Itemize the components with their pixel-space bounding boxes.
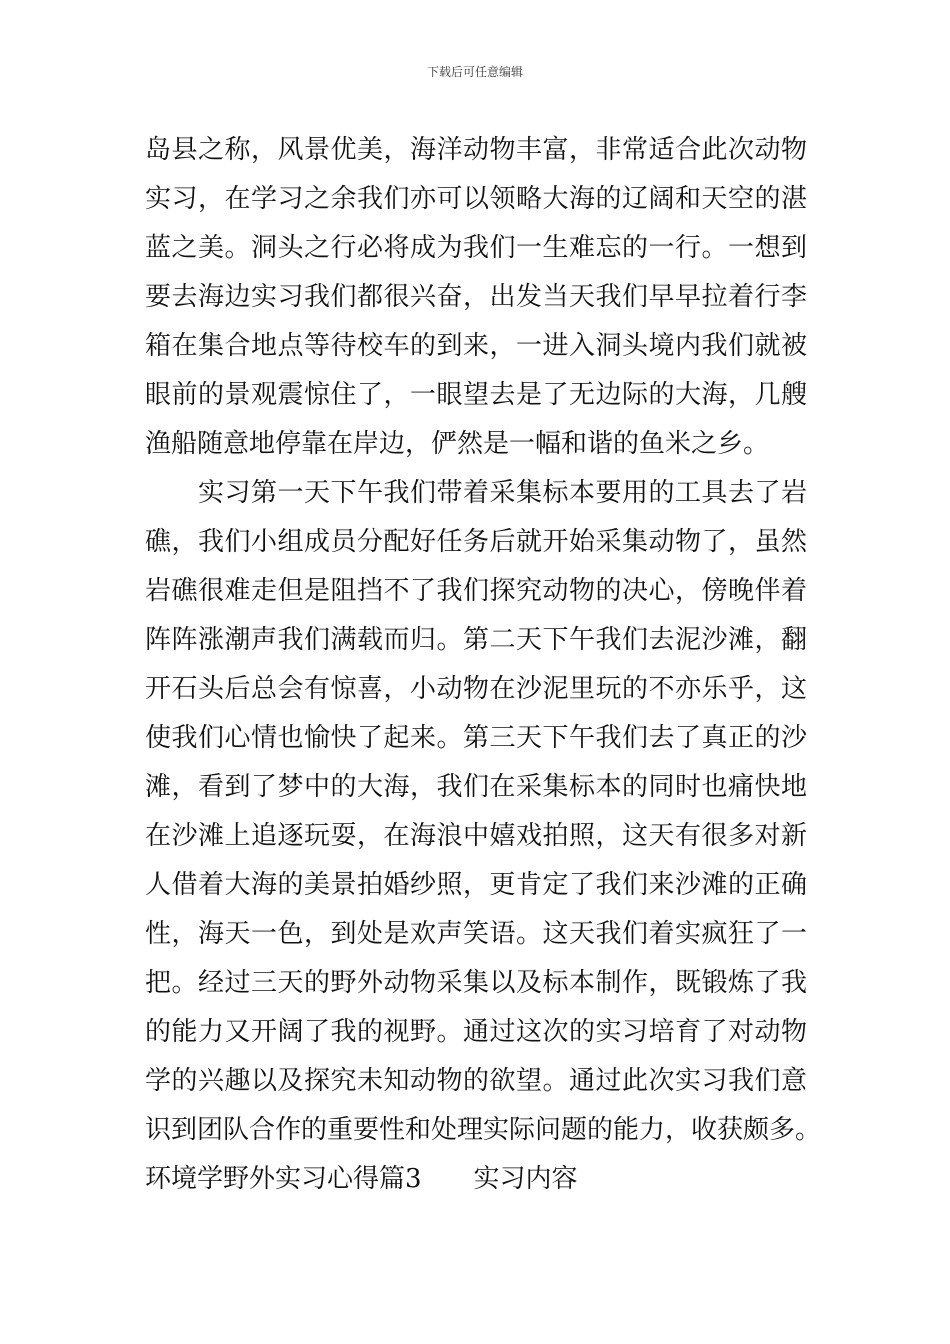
paragraph-1 — [145, 126, 807, 469]
text-line: 学的兴趣以及探究未知动物的欲望。通过此次实习我们意 — [145, 1066, 807, 1096]
text-line: 使我们心情也愉快了起来。第三天下午我们去了真正的沙 — [145, 723, 807, 753]
text-line: 阵阵涨潮声我们满载而归。第二天下午我们去泥沙滩，翻 — [145, 625, 807, 655]
text-line: 要去海边实习我们都很兴奋，出发当天我们早早拉着行李 — [145, 282, 807, 312]
text-line: 实习，在学习之余我们亦可以领略大海的辽阔和天空的湛 — [145, 184, 807, 214]
text-line: 滩，看到了梦中的大海，我们在采集标本的同时也痛快地 — [145, 772, 807, 802]
document-body — [145, 126, 822, 1204]
section-heading — [145, 1155, 807, 1204]
text-line: 岛县之称，风景优美，海洋动物丰富，非常适合此次动物 — [145, 135, 807, 165]
text-line: 人借着大海的美景拍婚纱照，更肯定了我们来沙滩的正确 — [145, 870, 807, 900]
text-line: 识到团队合作的重要性和处理实际问题的能力，收获颇多。 — [145, 1115, 822, 1145]
text-line: 把。经过三天的野外动物采集以及标本制作，既锻炼了我 — [145, 968, 807, 998]
text-line: 礁，我们小组成员分配好任务后就开始采集动物了，虽然 — [145, 527, 807, 557]
text-line: 箱在集合地点等待校车的到来，一进入洞头境内我们就被 — [145, 331, 807, 361]
text-line: 岩礁很难走但是阻挡不了我们探究动物的决心，傍晚伴着 — [145, 576, 807, 606]
paragraph-2 — [145, 469, 822, 1155]
text-line: 在沙滩上追逐玩耍，在海浪中嬉戏拍照，这天有很多对新 — [145, 821, 807, 851]
text-line: 实习第一天下午我们带着采集标本要用的工具去了岩 — [145, 478, 807, 508]
section-title: 环境学野外实习心得篇3 — [145, 1164, 422, 1194]
section-subtitle: 实习内容 — [473, 1164, 578, 1194]
text-line: 性，海天一色，到处是欢声笑语。这天我们着实疯狂了一 — [145, 919, 807, 949]
text-line: 的能力又开阔了我的视野。通过这次的实习培育了对动物 — [145, 1017, 807, 1047]
text-line: 眼前的景观震惊住了，一眼望去是了无边际的大海，几艘 — [145, 380, 807, 410]
text-line: 蓝之美。洞头之行必将成为我们一生难忘的一行。一想到 — [145, 233, 807, 263]
page-header: 下载后可任意编辑 — [426, 65, 523, 79]
text-line: 开石头后总会有惊喜，小动物在沙泥里玩的不亦乐乎，这 — [145, 674, 807, 704]
text-line: 渔船随意地停靠在岸边，俨然是一幅和谐的鱼米之乡。 — [145, 429, 770, 459]
